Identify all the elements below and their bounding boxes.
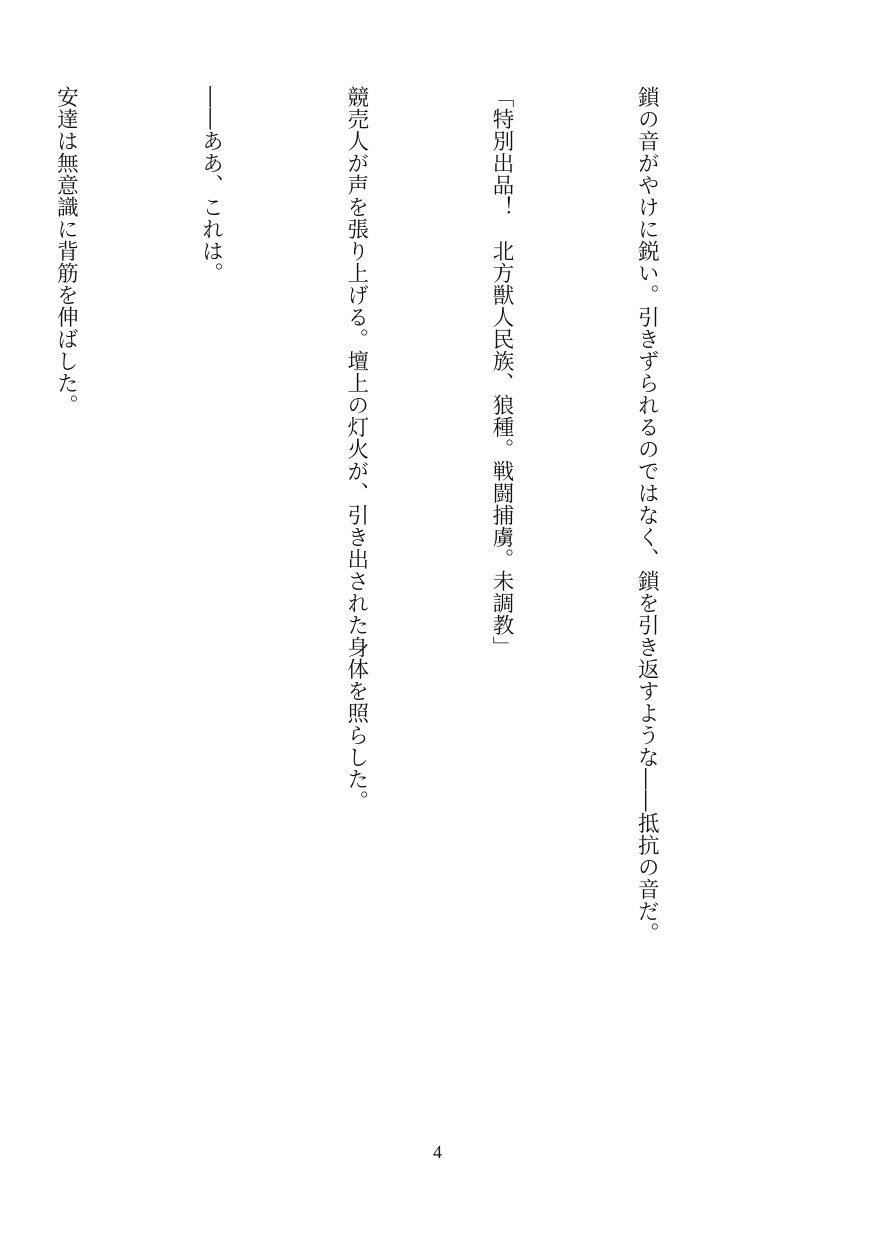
dialogue-line: 「特別出品！ 北方獣人民族、狼種。戦闘捕虜。未調教」 bbox=[488, 86, 514, 658]
paragraph: ――ああ、これは。 bbox=[198, 86, 224, 284]
paragraph: 鎖の音がやけに鋭い。引きずられるのではなく、鎖を引き返すような――抵抗の音だ。 bbox=[634, 86, 660, 944]
paragraph: 競売人が声を張り上げる。壇上の灯火が、引き出された身体を照らした。 bbox=[343, 86, 369, 812]
body-text bbox=[0, 86, 767, 1136]
page-number: 4 bbox=[433, 1142, 442, 1162]
paragraph: 安達は無意識に背筋を伸ばした。 bbox=[53, 86, 79, 416]
